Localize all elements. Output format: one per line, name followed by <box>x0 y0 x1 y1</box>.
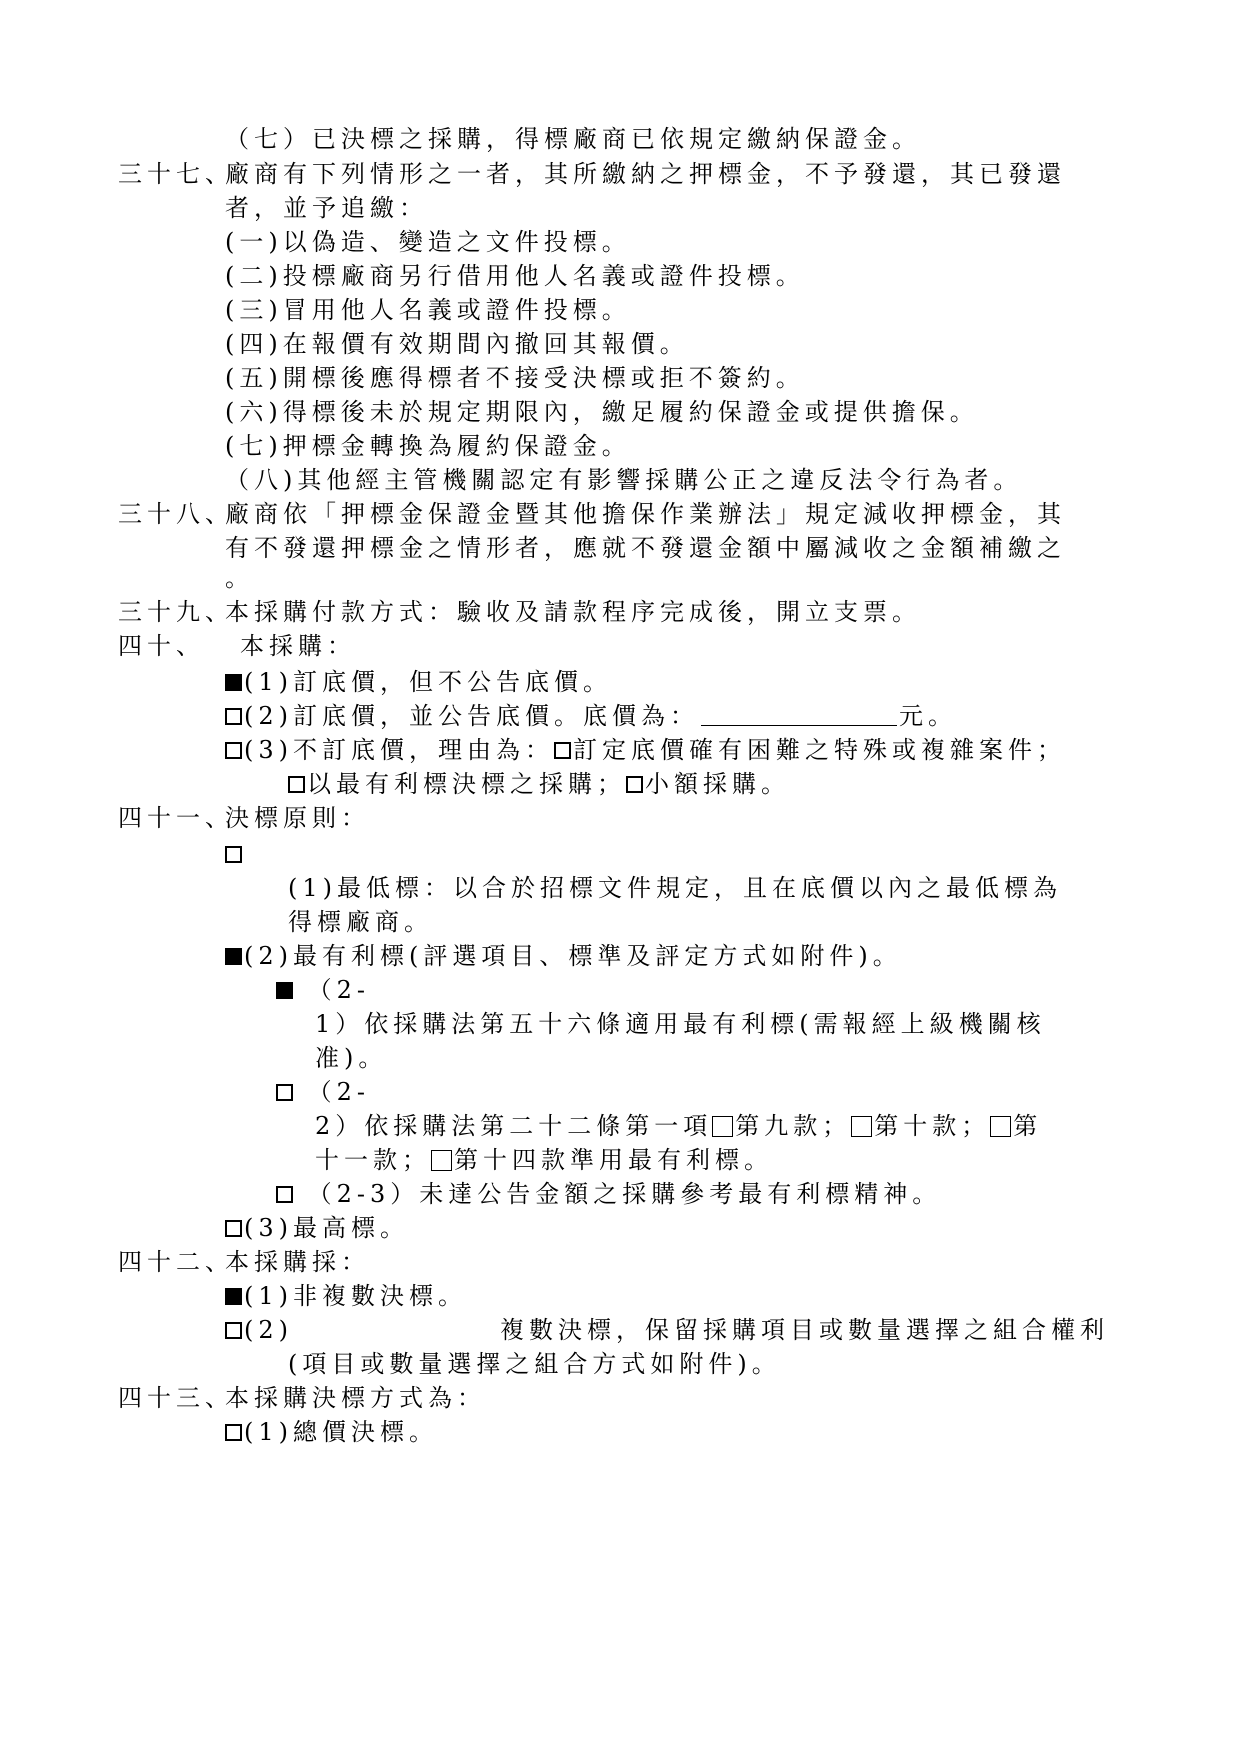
checkbox-checked[interactable] <box>225 1288 242 1305</box>
clause-38-text-end: 。 <box>225 564 254 592</box>
clause-43-text: 本採購決標方式為： <box>225 1384 486 1412</box>
clause-41-option-1-cont: 得標廠商。 <box>288 908 433 936</box>
clause-41-option-2-1-text: 1）依採購法第五十六條適用最有利標(需報經上級機關核 <box>315 1010 1046 1038</box>
clause-41-option-1: (1)最低標：以合於招標文件規定，且在底價以內之最低標為 <box>288 874 1062 902</box>
clause-37-text: 廠商有下列情形之一者，其所繳納之押標金，不予發還，其已發還 <box>225 160 1066 188</box>
clause-36-item-7: （七）已決標之採購，得標廠商已依規定繳納保證金。 <box>225 125 921 153</box>
clause-40-text: 本採購： <box>240 632 356 660</box>
clause-37-number: 三十七、 <box>118 160 234 188</box>
checkbox-checked[interactable] <box>225 948 242 965</box>
reserve-price-blank[interactable] <box>701 705 897 726</box>
option-label: （2- <box>307 976 371 1004</box>
clause-41-text: 決標原則： <box>225 804 370 832</box>
clause-42-number: 四十二、 <box>118 1248 234 1276</box>
option-label: 2）依採購法第二十二條第一項 <box>315 1112 713 1140</box>
clause-37-item-2: (二)投標廠商另行借用他人名義或證件投標。 <box>225 262 805 290</box>
option-label: (2)最有利標(評選項目、標準及評定方式如附件)。 <box>244 942 902 970</box>
clause-37-item-8: （八)其他經主管機關認定有影響採購公正之違反法令行為者。 <box>225 466 1023 494</box>
clause-39-text: 本採購付款方式：驗收及請款程序完成後，開立支票。 <box>225 598 921 626</box>
clause-37-item-3: (三)冒用他人名義或證件投標。 <box>225 296 631 324</box>
clause-38-text-cont: 有不發還押標金之情形者，應就不發還金額中屬減收之金額補繳之 <box>225 534 1066 562</box>
checkbox-unchecked[interactable] <box>225 742 242 759</box>
sub-option-label: 第九款； <box>735 1112 852 1140</box>
clause-41-option-2-1-cont: 准)。 <box>315 1044 388 1072</box>
clause-38-text: 廠商依「押標金保證金暨其他擔保作業辦法」規定減收押標金，其 <box>225 500 1066 528</box>
clause-37-text-cont: 者，並予追繳： <box>225 194 428 222</box>
sub-option-label: 十一款； <box>315 1146 431 1174</box>
clause-41-option-2-1 <box>276 976 370 1004</box>
clause-40-option-1 <box>225 668 612 696</box>
clause-42-option-2 <box>225 1316 293 1344</box>
sub-option-label: 第 <box>1013 1112 1043 1140</box>
checkbox-unchecked[interactable] <box>225 846 242 863</box>
checkbox-unchecked[interactable] <box>225 1424 242 1441</box>
checkbox-checked[interactable] <box>225 674 242 691</box>
option-label: （2- <box>307 1078 371 1106</box>
clause-37-item-5: (五)開標後應得標者不接受決標或拒不簽約。 <box>225 364 805 392</box>
checkbox-unchecked[interactable] <box>276 1186 293 1203</box>
clause-38-number: 三十八、 <box>118 500 234 528</box>
clause-43-number: 四十三、 <box>118 1384 234 1412</box>
clause-41-option-3 <box>225 1214 409 1242</box>
clause-41-option-2-2 <box>276 1078 370 1106</box>
reason-label: 訂定底價確有困難之特殊或複雜案件； <box>573 736 1066 764</box>
checkbox-unchecked[interactable] <box>431 1150 452 1171</box>
option-label: （2-3）未達公告金額之採購參考最有利標精神。 <box>307 1180 942 1208</box>
clause-40-number: 四十、 <box>118 632 205 660</box>
clause-41-option-1-box <box>225 840 244 868</box>
checkbox-unchecked[interactable] <box>276 1084 293 1101</box>
clause-39-number: 三十九、 <box>118 598 234 626</box>
option-label-suffix: 元。 <box>899 702 957 730</box>
clause-41-option-2 <box>225 942 902 970</box>
clause-37-item-1: (一)以偽造、變造之文件投標。 <box>225 228 631 256</box>
option-label: (1)總價決標。 <box>244 1418 438 1446</box>
clause-40-option-2 <box>225 702 957 730</box>
sub-option-label: 第十四款準用最有利標。 <box>454 1146 773 1174</box>
option-label: (2) <box>244 1316 293 1344</box>
checkbox-unchecked[interactable] <box>225 1322 242 1339</box>
checkbox-checked[interactable] <box>276 982 293 999</box>
clause-37-item-7: (七)押標金轉換為履約保證金。 <box>225 432 631 460</box>
option-label: (3)最高標。 <box>244 1214 409 1242</box>
checkbox-unchecked[interactable] <box>554 742 571 759</box>
clause-42-text: 本採購採： <box>225 1248 370 1276</box>
checkbox-unchecked[interactable] <box>712 1116 733 1137</box>
reason-label: 以最有利標決標之採購； <box>307 770 626 798</box>
clause-41-option-2-2-text <box>315 1112 1042 1140</box>
option-label: (2)訂底價，並公告底價。底價為： <box>244 702 699 730</box>
checkbox-unchecked[interactable] <box>288 776 305 793</box>
checkbox-unchecked[interactable] <box>225 1220 242 1237</box>
clause-41-number: 四十一、 <box>118 804 234 832</box>
clause-37-item-6: (六)得標後未於規定期限內，繳足履約保證金或提供擔保。 <box>225 398 979 426</box>
option-label: (1)訂底價，但不公告底價。 <box>244 668 612 696</box>
clause-42-option-1 <box>225 1282 467 1310</box>
option-label: (1)非複數決標。 <box>244 1282 467 1310</box>
checkbox-unchecked[interactable] <box>225 708 242 725</box>
clause-37-item-4: (四)在報價有效期間內撤回其報價。 <box>225 330 689 358</box>
clause-41-option-2-2-cont <box>315 1146 773 1174</box>
checkbox-unchecked[interactable] <box>990 1116 1011 1137</box>
sub-option-label: 第十款； <box>874 1112 991 1140</box>
clause-43-option-1 <box>225 1418 438 1446</box>
clause-42-option-2-text: 複數決標，保留採購項目或數量選擇之組合權利 <box>500 1316 1109 1344</box>
clause-41-option-2-3 <box>276 1180 941 1208</box>
clause-42-option-2-cont: (項目或數量選擇之組合方式如附件)。 <box>288 1350 781 1378</box>
checkbox-unchecked[interactable] <box>626 776 643 793</box>
reason-label: 小額採購。 <box>645 770 790 798</box>
clause-40-option-3-reasons <box>288 770 790 798</box>
clause-40-option-3 <box>225 736 1066 764</box>
checkbox-unchecked[interactable] <box>851 1116 872 1137</box>
option-label: (3)不訂底價，理由為： <box>244 736 554 764</box>
